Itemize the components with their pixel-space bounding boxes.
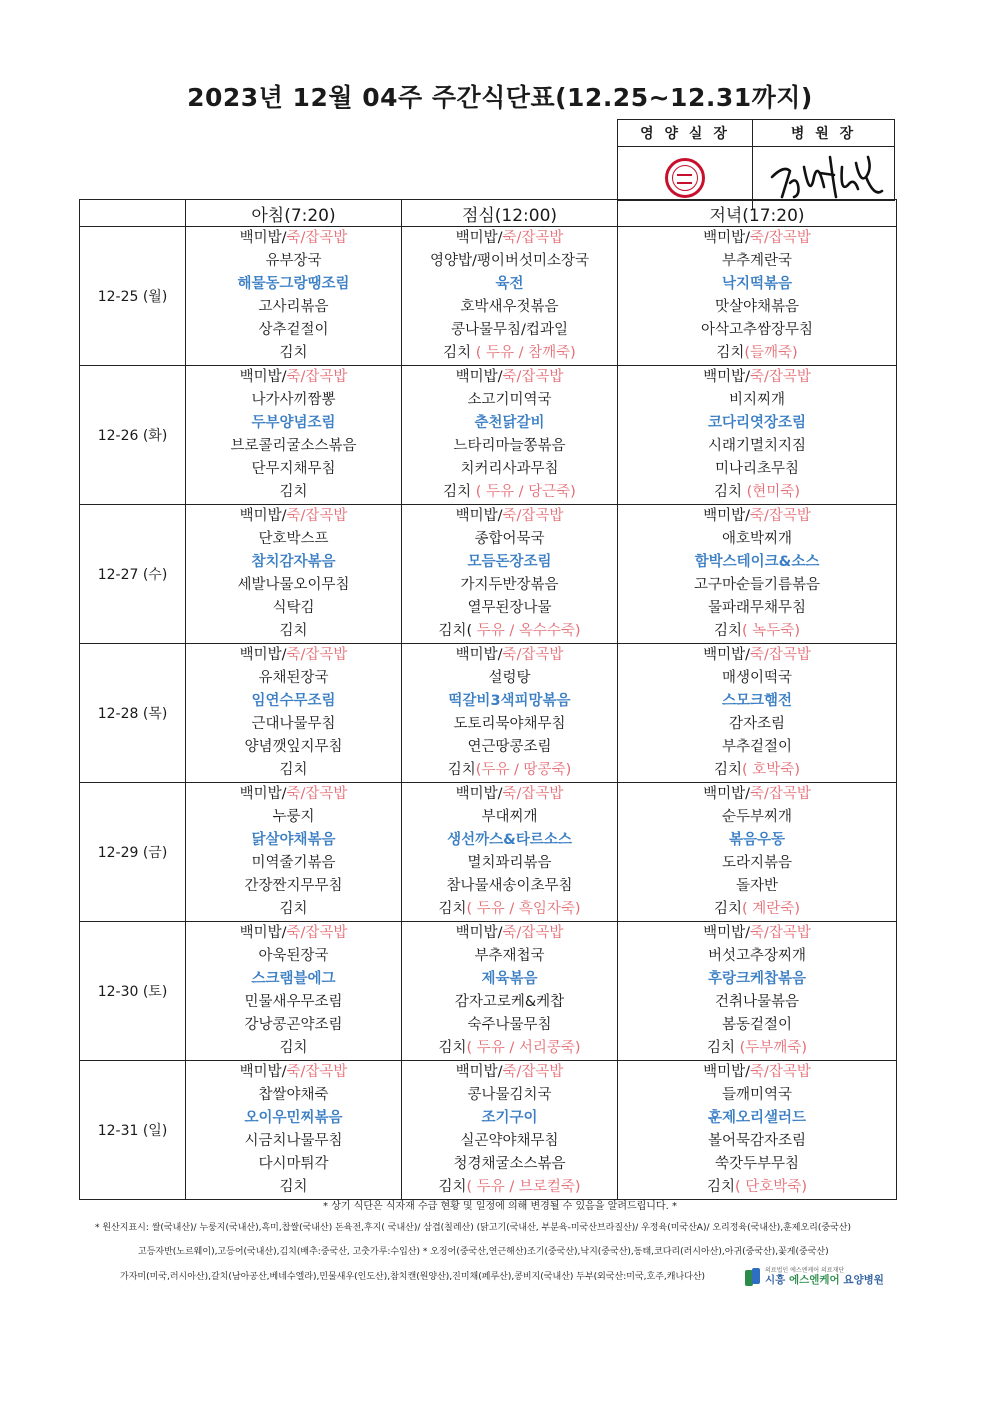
day-date: 12-29 (금)	[80, 783, 186, 922]
day-date: 12-30 (토)	[80, 922, 186, 1061]
meal-cell-lunch	[402, 644, 618, 783]
meal-cell-breakfast	[186, 922, 402, 1061]
menu-item: 순두부찌개	[721, 809, 793, 825]
menu-item: 열무된장나물	[467, 600, 552, 616]
meal-cell-breakfast	[186, 366, 402, 505]
menu-item: 물파래무채무침	[707, 600, 807, 616]
menu-item: 김치 (두부깨죽)	[707, 1040, 807, 1056]
menu-item: 도토리묵야채무침	[453, 716, 566, 732]
menu-item: 김치	[279, 762, 308, 778]
menu-item: 식탁김	[272, 600, 315, 616]
menu-item: 연근땅콩조림	[467, 739, 552, 755]
menu-item: 참치감자볶음	[251, 554, 336, 570]
menu-item: 유부장국	[265, 253, 322, 269]
menu-item: 고구마순들기름볶음	[693, 577, 821, 593]
menu-item: 해물동그랑땡조림	[237, 276, 350, 292]
table-row	[80, 1061, 897, 1200]
menu-item: 춘천닭갈비	[474, 415, 545, 431]
menu-item: 후랑크케찹볶음	[707, 971, 807, 987]
menu-item: 훈제오리샐러드	[707, 1110, 807, 1126]
menu-item: 김치 ( 두유 / 참깨죽)	[443, 345, 576, 361]
menu-item: 김치( 두유 / 옥수수죽)	[438, 623, 581, 639]
meal-cell-dinner	[618, 644, 897, 783]
menu-item: 단호박스프	[258, 531, 329, 547]
menu-item: 참나물새송이초무침	[446, 878, 573, 894]
menu-item: 백미밥/죽/잡곡밥	[239, 786, 348, 802]
day-date: 12-26 (화)	[80, 366, 186, 505]
menu-item: 백미밥/죽/잡곡밥	[239, 508, 348, 524]
menu-item: 콩나물김치국	[467, 1087, 552, 1103]
meal-cell-breakfast	[186, 783, 402, 922]
menu-item: 누룽지	[272, 809, 315, 825]
menu-item: 유채된장국	[258, 670, 329, 686]
menu-item: 애호박찌개	[721, 531, 793, 547]
menu-item: 스모크햄전	[721, 693, 793, 709]
menu-item: 생선까스&타르소스	[447, 832, 572, 848]
menu-item: 비지찌개	[728, 392, 786, 408]
meal-cell-breakfast	[186, 1061, 402, 1200]
menu-item: 김치	[279, 1040, 308, 1056]
meal-cell-lunch	[402, 505, 618, 644]
menu-item: 낙지떡볶음	[721, 276, 793, 292]
menu-item: 멸치꽈리볶음	[467, 855, 552, 871]
menu-item: 백미밥/죽/잡곡밥	[455, 369, 564, 385]
menu-item: 들깨미역국	[721, 1087, 793, 1103]
menu-item: 백미밥/죽/잡곡밥	[703, 508, 811, 524]
day-date: 12-27 (수)	[80, 505, 186, 644]
header-lunch: 점심(12:00)	[402, 200, 618, 227]
menu-item: 백미밥/죽/잡곡밥	[703, 925, 811, 941]
day-date: 12-31 (일)	[80, 1061, 186, 1200]
approval-label-nutrition: 영 양 실 장	[618, 120, 753, 147]
menu-item: 고사리볶음	[258, 299, 329, 315]
hospital-name: 시흥 에스엔케어 요양병원	[765, 1274, 884, 1286]
menu-item: 영양밥/팽이버섯미소장국	[430, 253, 589, 269]
menu-item: 김치(두유 / 땅콩죽)	[447, 762, 572, 778]
menu-item: 백미밥/죽/잡곡밥	[703, 786, 811, 802]
red-seal-stamp-icon	[665, 158, 705, 198]
meal-cell-breakfast	[186, 644, 402, 783]
menu-item: 김치 ( 두유 / 당근죽)	[443, 484, 576, 500]
menu-item: 백미밥/죽/잡곡밥	[455, 925, 564, 941]
meal-cell-breakfast	[186, 505, 402, 644]
header-dinner: 저녁(17:20)	[618, 200, 897, 227]
menu-item: 호박새우젓볶음	[460, 299, 559, 315]
change-notice: * 상기 식단은 식자재 수급 현황 및 일정에 의해 변경될 수 있음을 알려드립니다. *	[323, 1201, 677, 1212]
menu-item: 양념깻잎지무침	[244, 739, 343, 755]
menu-item: 느타리마늘쫑볶음	[453, 438, 566, 454]
table-row	[80, 644, 897, 783]
menu-item: 김치	[279, 345, 308, 361]
menu-item: 찹쌀야채죽	[258, 1087, 329, 1103]
menu-item: 실곤약야채무침	[460, 1133, 559, 1149]
approval-box	[617, 119, 895, 201]
hospital-foundation: 의료법인 에스엔케어 의료재단	[765, 1267, 845, 1274]
menu-item: 숙주나물무침	[467, 1017, 552, 1033]
table-row	[80, 505, 897, 644]
menu-item: 백미밥/죽/잡곡밥	[239, 925, 348, 941]
menu-item: 시금치나물무침	[244, 1133, 343, 1149]
menu-item: 백미밥/죽/잡곡밥	[455, 508, 564, 524]
menu-item: 근대나물무침	[251, 716, 336, 732]
menu-item: 백미밥/죽/잡곡밥	[239, 369, 348, 385]
menu-item: 임연수무조림	[251, 693, 336, 709]
table-row	[80, 227, 897, 366]
menu-item: 김치 (현미죽)	[714, 484, 800, 500]
menu-item: 김치( 계란죽)	[714, 901, 800, 917]
meal-cell-lunch	[402, 366, 618, 505]
menu-item: 감자고로케&케찹	[454, 994, 565, 1010]
header-empty	[80, 200, 186, 227]
menu-item: 백미밥/죽/잡곡밥	[455, 786, 564, 802]
menu-item: 소고기미역국	[467, 392, 552, 408]
menu-item: 맛살야채볶음	[714, 299, 800, 315]
menu-item: 치커리사과무침	[460, 461, 559, 477]
menu-item: 가지두반장볶음	[460, 577, 559, 593]
menu-item: 쑥갓두부무침	[714, 1156, 800, 1172]
meal-cell-breakfast	[186, 227, 402, 366]
meal-cell-lunch	[402, 227, 618, 366]
approval-label-director: 병 원 장	[753, 120, 894, 147]
menu-item: 매생이떡국	[721, 670, 793, 686]
menu-item: 다시마튀각	[258, 1156, 329, 1172]
meal-cell-dinner	[618, 366, 897, 505]
menu-item: 제육볶음	[481, 971, 538, 987]
menu-item: 종합어묵국	[474, 531, 545, 547]
menu-item: 김치( 두유 / 서리콩죽)	[438, 1040, 581, 1056]
menu-item: 부대찌개	[481, 809, 538, 825]
menu-item: 백미밥/죽/잡곡밥	[239, 230, 348, 246]
menu-item: 김치	[279, 484, 308, 500]
menu-item: 백미밥/죽/잡곡밥	[703, 1064, 811, 1080]
menu-item: 돌자반	[735, 878, 779, 894]
menu-item: 떡갈비3색피망볶음	[448, 693, 571, 709]
menu-item: 김치( 두유 / 브로컬죽)	[438, 1179, 581, 1195]
meal-cell-dinner	[618, 1061, 897, 1200]
meal-cell-lunch	[402, 922, 618, 1061]
menu-item: 코다리엿장조림	[707, 415, 807, 431]
hospital-logo-icon	[745, 1268, 761, 1286]
menu-item: 아욱된장국	[258, 948, 329, 964]
meal-cell-dinner	[618, 505, 897, 644]
day-date: 12-28 (목)	[80, 644, 186, 783]
menu-item: 콩나물무침/컵과일	[451, 322, 568, 338]
menu-item: 볼어묵감자조림	[707, 1133, 807, 1149]
menu-item: 미나리초무침	[714, 461, 800, 477]
table-header-row	[80, 200, 897, 227]
header-breakfast: 아침(7:20)	[186, 200, 402, 227]
menu-item: 스크램블에그	[251, 971, 336, 987]
menu-item: 김치( 호박죽)	[714, 762, 800, 778]
menu-item: 봄동겉절이	[721, 1017, 793, 1033]
meal-cell-dinner	[618, 922, 897, 1061]
menu-item: 간장짠지무무침	[244, 878, 343, 894]
menu-item: 볶음우동	[728, 832, 786, 848]
menu-item: 세발나물오이무침	[237, 577, 350, 593]
table-row	[80, 922, 897, 1061]
weekly-menu-table	[79, 199, 897, 1200]
menu-item: 미역줄기볶음	[251, 855, 336, 871]
menu-item: 김치(들깨죽)	[716, 345, 798, 361]
menu-item: 부추겉절이	[721, 739, 793, 755]
menu-item: 김치( 녹두죽)	[714, 623, 800, 639]
menu-item: 백미밥/죽/잡곡밥	[455, 647, 564, 663]
hospital-logo	[745, 1267, 884, 1286]
day-date: 12-25 (월)	[80, 227, 186, 366]
menu-item: 모듬돈장조림	[467, 554, 552, 570]
menu-item: 도라지볶음	[721, 855, 793, 871]
menu-item: 두부양념조림	[251, 415, 336, 431]
menu-item: 감자조림	[728, 716, 786, 732]
page-title: 2023년 12월 04주 주간식단표(12.25~12.31까지)	[187, 83, 813, 112]
menu-item: 단무지채무침	[251, 461, 336, 477]
meal-cell-dinner	[618, 227, 897, 366]
menu-item: 브로콜리굴소스볶음	[230, 438, 357, 454]
menu-item: 김치	[279, 901, 308, 917]
menu-item: 김치( 단호박죽)	[707, 1179, 807, 1195]
menu-item: 강낭콩곤약조림	[244, 1017, 343, 1033]
table-row	[80, 366, 897, 505]
menu-item: 김치	[279, 1179, 308, 1195]
menu-item: 부추재첩국	[474, 948, 545, 964]
meal-cell-lunch	[402, 783, 618, 922]
menu-item: 백미밥/죽/잡곡밥	[703, 647, 811, 663]
meal-cell-dinner	[618, 783, 897, 922]
menu-item: 시래기멸치지짐	[707, 438, 807, 454]
menu-item: 백미밥/죽/잡곡밥	[239, 1064, 348, 1080]
menu-item: 함박스테이크&소스	[694, 554, 820, 570]
menu-item: 백미밥/죽/잡곡밥	[703, 230, 811, 246]
meal-cell-lunch	[402, 1061, 618, 1200]
menu-item: 오이우민찌볶음	[244, 1110, 343, 1126]
menu-item: 닭살야채볶음	[251, 832, 336, 848]
menu-item: 육전	[495, 276, 524, 292]
menu-item: 백미밥/죽/잡곡밥	[239, 647, 348, 663]
menu-item: 백미밥/죽/잡곡밥	[455, 1064, 564, 1080]
origin-info-line-1: * 원산지표시: 쌀(국내산)/ 누룽지(국내산),흑미,찹쌀(국내산) 돈육전,후지( 국내산)/ 삼겹(칠레산) (닭고기(국내산, 부분육-미국산브라질산)/ 우정육(미국산A)/ 오리정육(국내산),훈제오리(중국산)	[95, 1223, 851, 1233]
menu-item: 백미밥/죽/잡곡밥	[703, 369, 811, 385]
menu-item: 김치	[279, 623, 308, 639]
table-row	[80, 783, 897, 922]
menu-item: 민물새우무조림	[244, 994, 343, 1010]
menu-item: 청경채굴소스볶음	[453, 1156, 566, 1172]
menu-item: 건취나물볶음	[714, 994, 800, 1010]
menu-item: 조기구이	[481, 1110, 538, 1126]
menu-item: 설렁탕	[488, 670, 531, 686]
menu-item: 나가사끼짬뽕	[251, 392, 336, 408]
menu-item: 상추겉절이	[258, 322, 329, 338]
origin-info-line-3: 가자미(미국,러시아산),갈치(남아공산,베네수엘라),민물새우(인도산),참치캔(원양산),진미채(페루산),콩비지(국내산) 두부(외국산:미국,호주,캐나다산)	[120, 1272, 706, 1282]
menu-item: 김치( 두유 / 흑임자죽)	[438, 901, 581, 917]
origin-info-line-2: 고등자반(노르웨이),고등어(국내산),김치(배추:중국산, 고춧가루:수입산) * 오징어(중국산,연근해산)조기(중국산),낙지(중국산),동태,코다리(러시아산),아귀(중국산),꽃게(중국산)	[138, 1247, 829, 1257]
menu-item: 버섯고추장찌개	[707, 948, 807, 964]
menu-item: 아삭고추쌈장무침	[700, 322, 814, 338]
menu-item: 백미밥/죽/잡곡밥	[455, 230, 564, 246]
menu-item: 부추계란국	[721, 253, 793, 269]
